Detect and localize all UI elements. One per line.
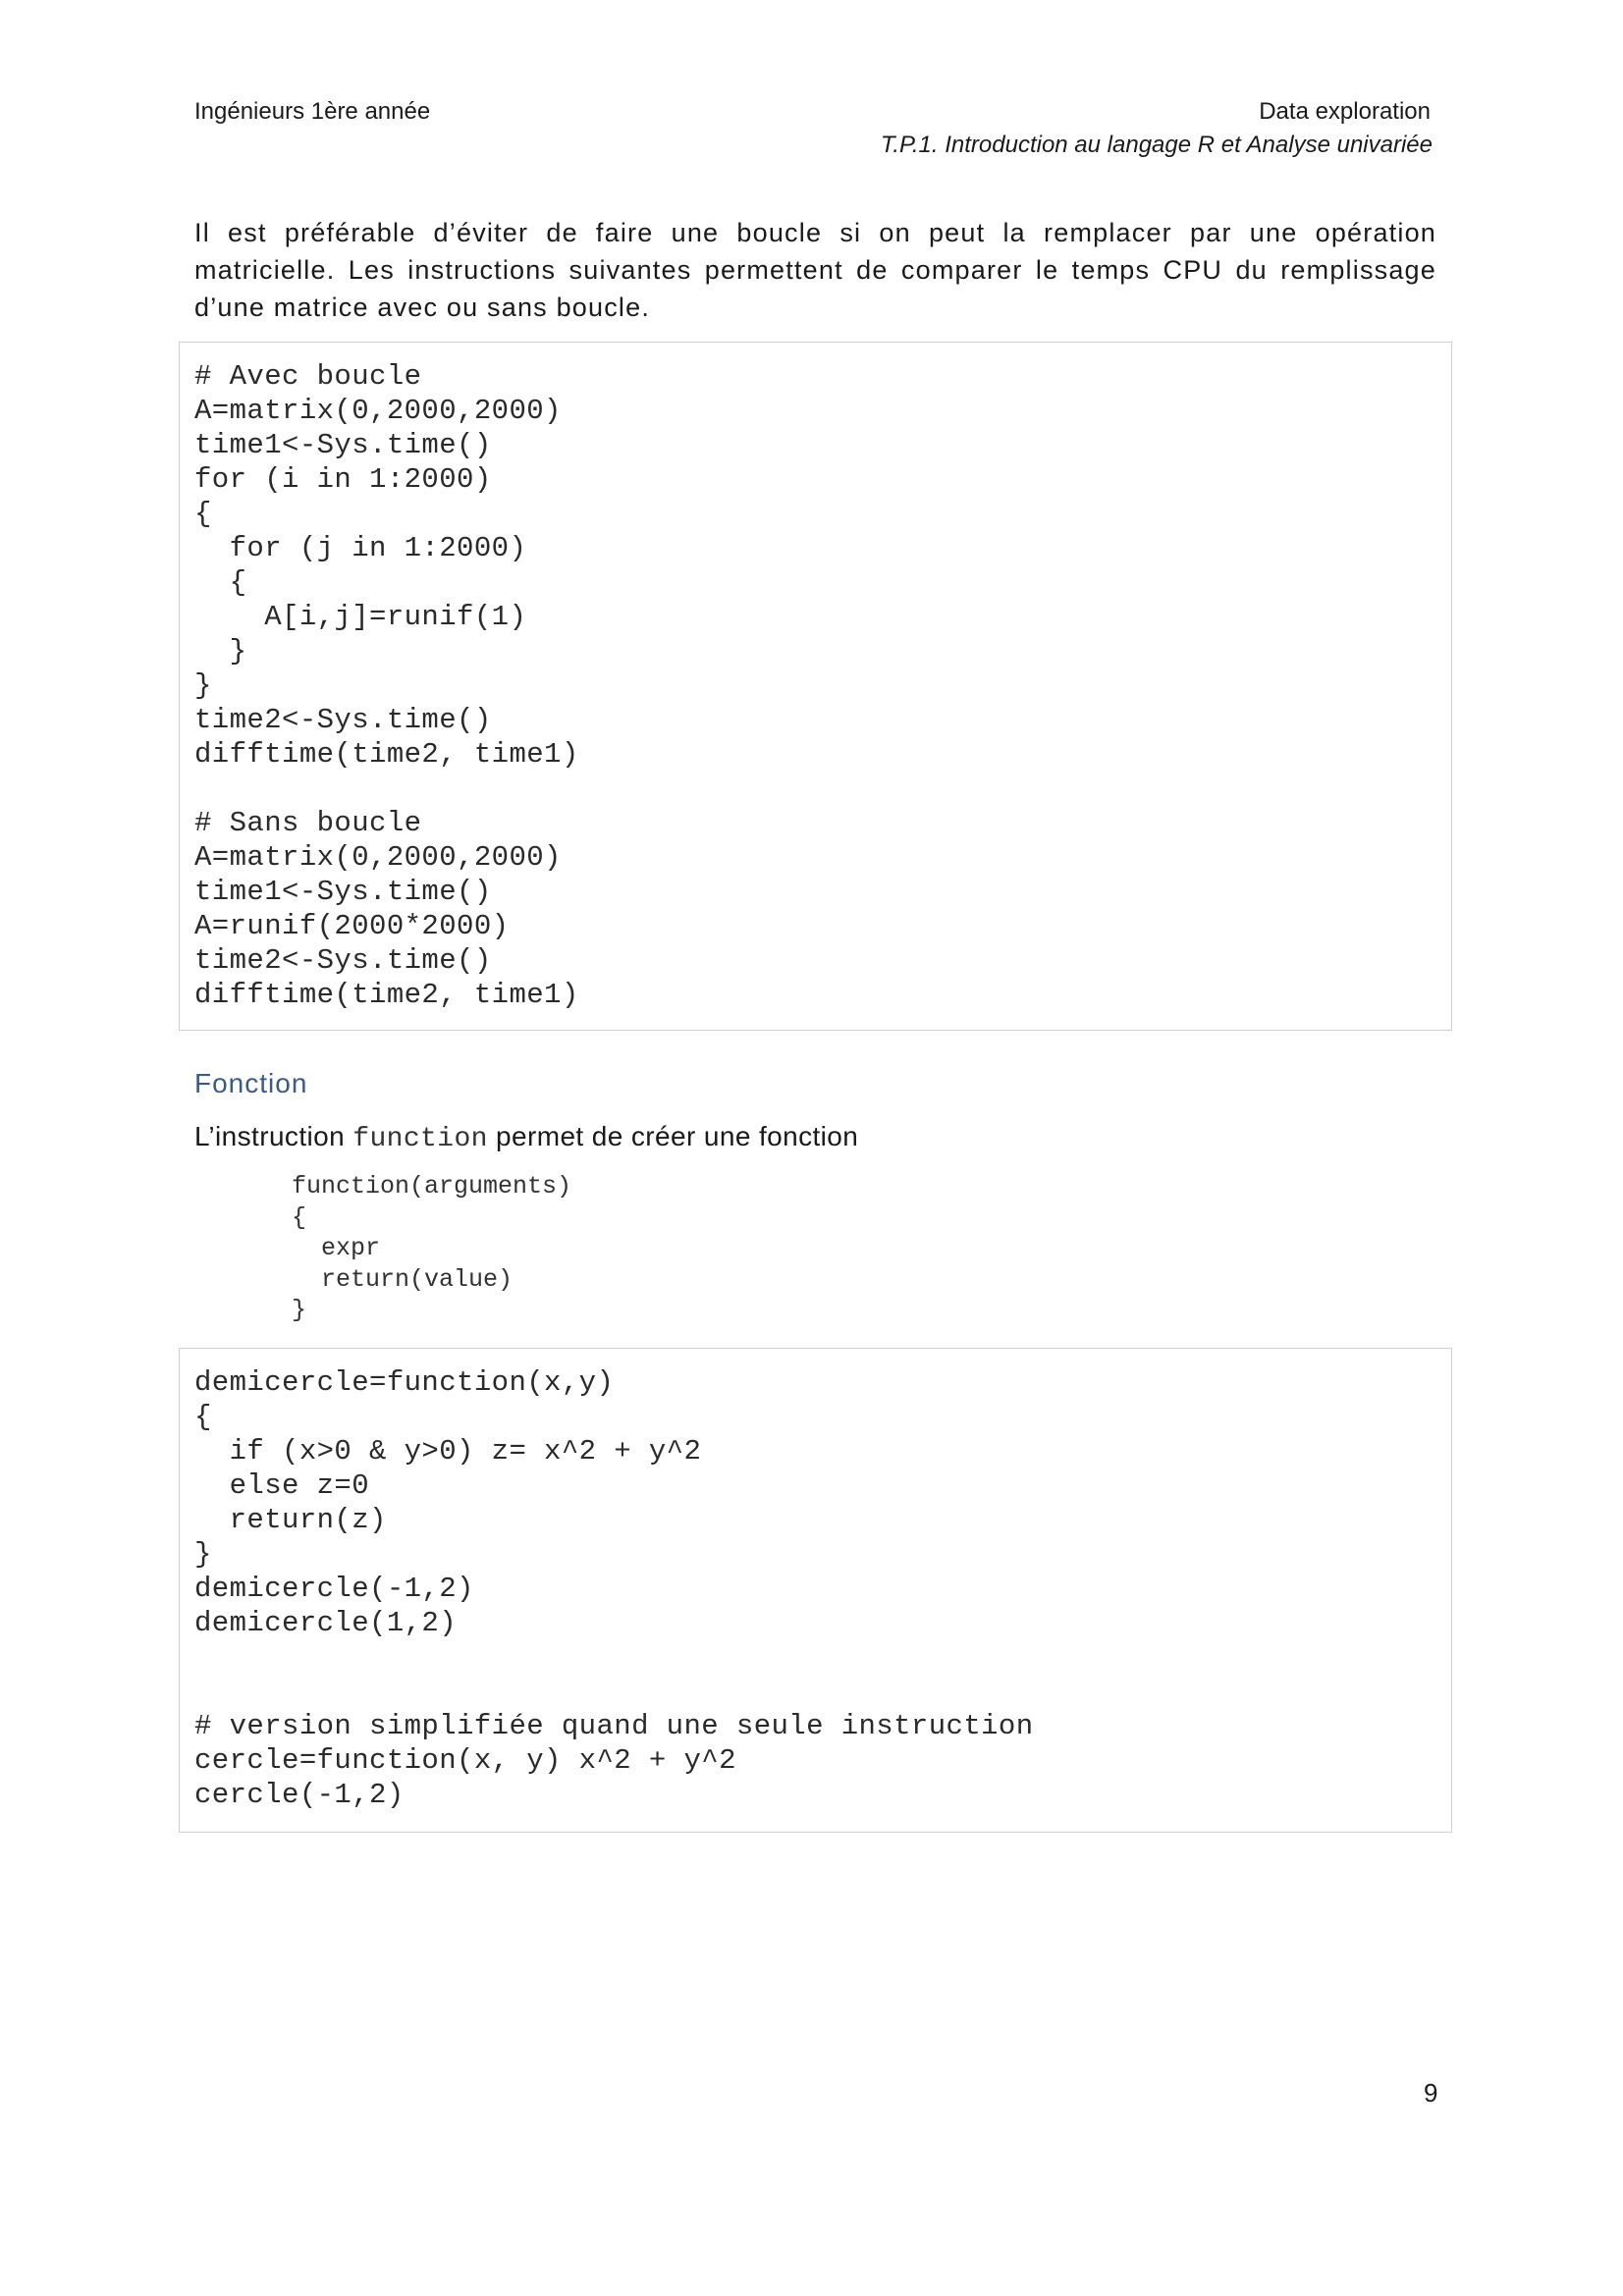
header-tp-subtitle: T.P.1. Introduction au langage R et Analyse univariée [880, 132, 1433, 158]
section-heading-fonction: Fonction [194, 1068, 308, 1098]
function-syntax-template: function(arguments) { expr return(value) } [292, 1172, 572, 1324]
function-intro-line [194, 1121, 858, 1154]
code-block-demicercle [179, 1348, 1452, 1833]
code-text: demicercle=function(x,y) { if (x>0 & y>0) z= x^2 + y^2 else z=0 return(z) } demicercle(-1,2) demicercle(1,2) # version simplifiée quand une seule instruction cercle=function(x, y) x^2 + y^2 cercle(-1,2) [194, 1366, 1034, 1811]
header-course-label: Ingénieurs 1ère année [194, 98, 431, 125]
function-intro-before: L’instruction [194, 1121, 353, 1151]
function-keyword: function [352, 1124, 488, 1154]
intro-paragraph: Il est préférable d’éviter de faire une boucle si on peut la remplacer par une opération matricielle. Les instructions suivantes permettent de comparer le temps CPU du remplissage d’une matrice avec ou sans boucle. [194, 218, 1436, 322]
code-block-loop-comparison [179, 342, 1452, 1031]
code-text: # Avec boucle A=matrix(0,2000,2000) time1<-Sys.time() for (i in 1:2000) { for (j in 1:2000) { A[i,j]=runif(1) } } time2<-Sys.time() difftime(time2, time1) # Sans boucle A=matrix(0,2000,2000) time1<-Sys.time() A=runif(2000*2000) time2<-Sys.time() difftime(time2, time1) [194, 360, 579, 1011]
header-subject-title: Data exploration [1259, 98, 1431, 125]
function-intro-after: permet de créer une fonction [487, 1121, 859, 1151]
page-number: 9 [1424, 2078, 1438, 2108]
